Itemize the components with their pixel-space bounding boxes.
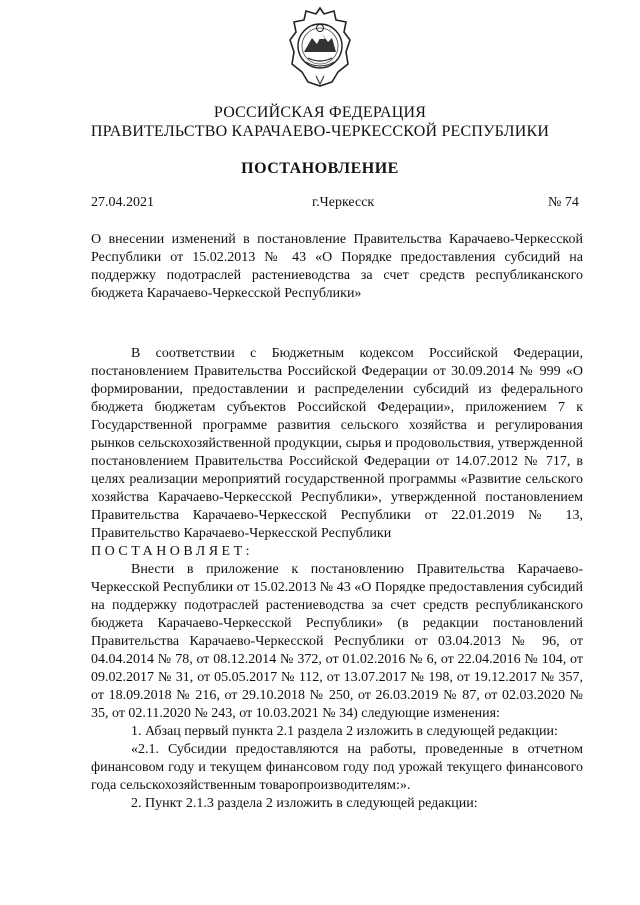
document-body <box>91 345 583 813</box>
header-government: ПРАВИТЕЛЬСТВО КАРАЧАЕВО-ЧЕРКЕССКОЙ РЕСПУБЛИКИ <box>90 123 550 140</box>
coat-of-arms-emblem <box>288 6 352 88</box>
document-title <box>91 231 583 303</box>
item-2: 2. Пункт 2.1.3 раздела 2 изложить в следующей редакции: <box>131 796 478 811</box>
header-country: РОССИЙСКАЯ ФЕДЕРАЦИЯ <box>213 104 427 121</box>
resolves-heading: ПОСТАНОВЛЯЕТ: <box>91 544 254 559</box>
title-text: О внесении изменений в постановление Правительства Карачаево-Черкесской Республики от 15.02.2013 № 43 «О Порядке предоставления субсидий на поддержку подотраслей растениеводства за счет средств республиканского бюджета Карачаево-Черкесской Республики» <box>91 232 583 301</box>
document-date: 27.04.2021 <box>91 195 154 210</box>
amendment-paragraph: Внести в приложение к постановлению Правительства Карачаево-Черкесской Республики от 15.02.2013 № 43 «О Порядке предоставления субсидий на поддержку подотраслей растениеводства за счет средств республиканского бюджета Карачаево-Черкесской Республики» (в редакции постановлений Правительства Карачаево-Черкесской Республики от 03.04.2013 № 96, от 04.04.2014 № 78, от 08.12.2014 № 372, от 01.02.2016 № 6, от 22.04.2016 № 104, от 09.02.2017 № 31, от 05.05.2017 № 112, от 13.07.2017 № 198, от 19.12.2017 № 357, от 18.09.2018 № 216, от 29.10.2018 № 250, от 26.03.2019 № 87, от 02.03.2020 № 35, от 02.11.2020 № 243, от 10.03.2021 № 34) следующие изменения: <box>91 562 583 721</box>
document-city: г.Черкесск <box>312 195 375 210</box>
document-type: ПОСТАНОВЛЕНИЕ <box>241 160 399 177</box>
item-1: 1. Абзац первый пункта 2.1 раздела 2 изложить в следующей редакции: <box>131 724 558 739</box>
document-number: № 74 <box>548 195 579 210</box>
preamble-paragraph: В соответствии с Бюджетным кодексом Российской Федерации, постановлением Правительства Российской Федерации от 30.09.2014 № 999 «О формировании, предоставлении и распределении субсидий из федерального бюджета бюджетам субъектов Российской Федерации», приложением 7 к Государственной программе развития сельского хозяйства и регулирования рынков сельскохозяйственной продукции, сырья и продовольствия, утвержденной постановлением Правительства Российской Федерации от 14.07.2012 № 717, в целях реализации мероприятий государственной программы «Развитие сельского хозяйства Карачаево-Черкесской Республики», утвержденной постановлением Правительства Карачаево-Черкесской Республики от 22.01.2019 № 13, Правительство Карачаево-Черкесской Республики <box>91 346 583 541</box>
item-1-quote: «2.1. Субсидии предоставляются на работы, проведенные в отчетном финансовом году и текущем финансовом году под урожай текущего финансового года сельскохозяйственным товаропроизводителям:». <box>91 742 583 793</box>
